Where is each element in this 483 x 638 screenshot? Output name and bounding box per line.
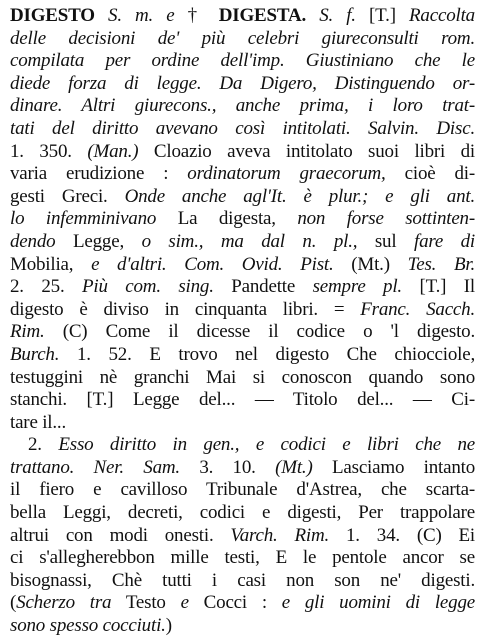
quote-text: La digesta, [156, 208, 298, 230]
sense-line [10, 434, 475, 457]
quote-text: Cloazio aveva intitolato suoi libri di [138, 140, 475, 162]
citation-source: (Man.) [87, 140, 139, 162]
entry-line [10, 479, 475, 502]
definition-text: tati del diritto avevano così intitolati. [10, 117, 351, 139]
definition-text: delle decisioni de' più celebri giureconsulti rom. [10, 27, 475, 49]
entry-line [10, 208, 475, 231]
entry-line [10, 163, 475, 186]
entry-line [10, 615, 475, 638]
entry-line [10, 186, 475, 209]
entry-line [10, 276, 475, 299]
entry-line [10, 367, 475, 390]
quote-text: 1. 52. E trovo nel digesto Che chiocciole, [59, 343, 475, 365]
headword-grammar: S. m. e [108, 5, 175, 26]
quote-text: testuggini nè granchi Mai si conoscon quando sono [10, 366, 475, 388]
quote-text: altrui con modi onesti. [10, 524, 231, 546]
variant-grammar: S. f. [319, 5, 356, 26]
obsolete-marker: † [187, 5, 206, 26]
quote-text: varia erudizione : [10, 163, 188, 185]
entry-line [10, 547, 475, 570]
definition-text: Più com. sing. [81, 276, 214, 298]
definition-text: compilata per ordine dell'imp. Giustiniano che le [10, 50, 475, 72]
definition-text: e gli uomini di legge [281, 592, 475, 614]
quote-text: tare il... [10, 411, 67, 433]
sense-number: 2. [28, 434, 59, 456]
entry-line [10, 231, 475, 254]
entry-line [10, 389, 475, 412]
citation-source: (Mt.) [275, 456, 313, 478]
entry-line [10, 5, 475, 28]
entry-line [10, 50, 475, 73]
quote-text: [T.] Il [401, 276, 475, 298]
definition-text: o sim., ma dal n. pl., [141, 230, 358, 252]
entry-line [10, 525, 475, 548]
definition-text: sempre pl. [312, 276, 402, 298]
citation-source: trattano. Ner. Sam. [10, 456, 180, 478]
citation-ref: 2. 25. [10, 276, 82, 298]
quote-text: 1. 34. (C) Ei [329, 524, 475, 546]
quote-text: il fiero e cavilloso Tribunale d'Astrea, che scarta- [10, 479, 475, 501]
definition-text: fare di [413, 230, 475, 252]
citation-ref: 3. 10. [179, 456, 276, 478]
entry-line [10, 118, 475, 141]
quote-text: Cocci : [188, 592, 282, 614]
definition-text: diede forza di legge. Da Digero, Distinguendo or- [10, 72, 475, 94]
citation-source: Tes. Br. [407, 253, 475, 275]
entry-line [10, 502, 475, 525]
definition-text: lo infemminivano [10, 208, 157, 230]
variant-headword: DIGESTA. [218, 5, 307, 26]
quote-text: bella Leggi, decreti, codici e digesti, Per trappolare [10, 502, 475, 524]
entry-line [10, 592, 475, 615]
quote-text: bisognassi, Chè tutti i casi non son ne' digesti. [10, 569, 475, 591]
quote-text: (C) Come il dicesse il codice o 'l digesto. [44, 321, 475, 343]
quote-text: gesti Greci. [10, 185, 125, 207]
quote-text: cioè di- [385, 163, 475, 185]
quote-text: sul [357, 230, 414, 252]
quote-text: ( [10, 592, 17, 614]
entry-line [10, 344, 475, 367]
quote-text: stanchi. [T.] Legge del... — Titolo del... — Ci- [10, 389, 475, 411]
citation-source: Franc. Sacch. [360, 298, 475, 320]
citation-source: Rim. [10, 321, 45, 343]
quote-latin: ordinatorum graecorum, [187, 163, 386, 185]
definition-text: sono spesso cocciuti. [10, 615, 166, 637]
definition-text: Onde anche agl'It. è plur.; e gli ant. [124, 185, 475, 207]
quote-text: Testo [111, 592, 181, 614]
citation-source: Salvin. Disc. [350, 117, 475, 139]
entry-line [10, 299, 475, 322]
source-tag: [T.] [369, 5, 396, 26]
quote-text: Lasciamo intanto [312, 456, 475, 478]
entry-line [10, 321, 475, 344]
entry-line [10, 73, 475, 96]
definition-text: e [180, 592, 189, 614]
quote-text: digesto è diviso in cinquanta libri. = [10, 298, 361, 320]
quote-text: Pandette [213, 276, 313, 298]
definition-text: Raccolta [409, 5, 475, 26]
definition-text: dendo [10, 230, 56, 252]
entry-line [10, 412, 475, 435]
citation-ref: 1. 350. [10, 140, 88, 162]
quote-text: ci s'allegherebbon mille testi, E le pentole ancor se [10, 547, 475, 569]
citation-source: Varch. Rim. [230, 524, 330, 546]
quote-text: ) [165, 615, 172, 637]
entry-line [10, 254, 475, 277]
entry-line [10, 457, 475, 480]
definition-text: Esso diritto in gen., e codici e libri che ne [58, 434, 475, 456]
definition-text: dinare. Altri giurecons., anche prima, i loro trat- [10, 95, 475, 117]
quote-text: Legge, [55, 230, 142, 252]
entry-line [10, 570, 475, 593]
entry-line [10, 141, 475, 164]
citation-source: Burch. [10, 343, 60, 365]
entry-line [10, 95, 475, 118]
definition-text: Scherzo tra [16, 592, 112, 614]
quote-text: Mobilia, [10, 253, 92, 275]
citation-ref: (Mt.) [333, 253, 408, 275]
entry-line [10, 28, 475, 51]
citation-source: e d'altri. Com. Ovid. Pist. [91, 253, 334, 275]
headword: DIGESTO [10, 5, 95, 26]
definition-text: non forse sottinten- [297, 208, 475, 230]
